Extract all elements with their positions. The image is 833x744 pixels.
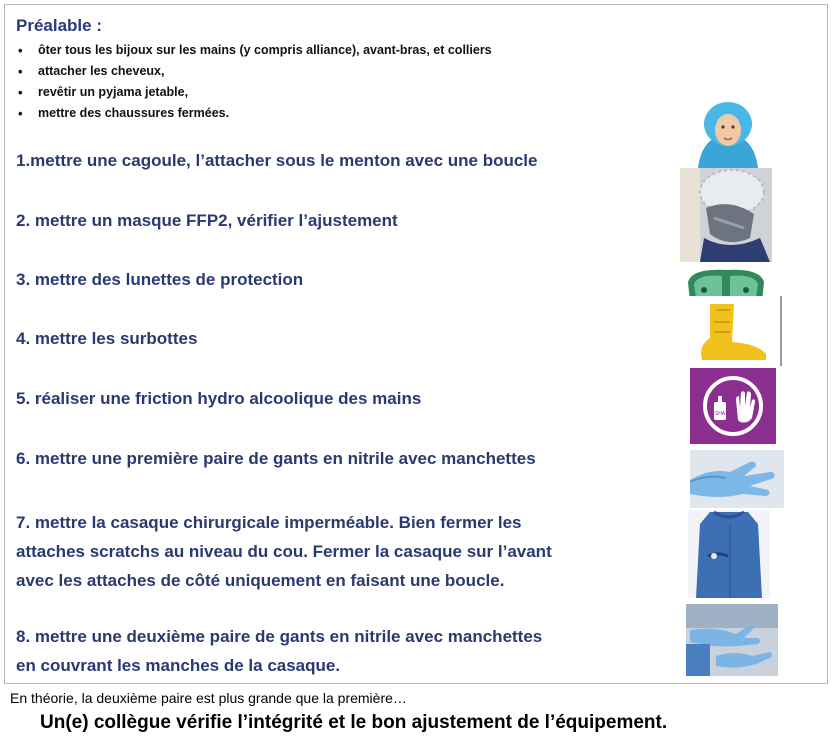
prealable-title: Préalable : [16,16,102,35]
step-line: 1.mettre une cagoule, l’attacher sous le menton avec une boucle [16,151,538,170]
footer-note: En théorie, la deuxième paire est plus grande que la première… [10,690,407,706]
hand-rub-icon [690,368,776,444]
step-5 [16,384,421,413]
step-3 [16,265,303,294]
step-4 [16,324,197,353]
step-7 [16,508,552,595]
step-line: 4. mettre les surbottes [16,329,198,348]
list-item: • attacher les cheveux, [18,61,492,82]
step-line: 8. mettre une deuxième paire de gants en nitrile avec manchettes [16,627,543,646]
prealable-list [18,40,492,124]
step-line: 7. mettre la casaque chirurgicale imperméable. Bien fermer les [16,513,522,532]
overshoes-photo-icon [686,296,782,366]
step-line: 3. mettre des lunettes de protection [16,270,304,289]
list-item: • mettre des chaussures fermées. [18,103,492,124]
nitrile-glove-photo-icon [690,450,784,508]
step-1 [16,146,538,175]
step-line: 2. mettre un masque FFP2, vérifier l’ajustement [16,211,398,230]
hood-photo-icon [688,96,768,168]
step-line: en couvrant les manches de la casaque. [16,656,341,675]
step-line: avec les attaches de côté uniquement en faisant une boucle. [16,571,505,590]
gown-photo-icon [688,510,770,598]
step-2 [16,206,398,235]
second-gloves-photo-icon [686,604,778,676]
sha-label: SHA [714,411,726,417]
step-line: 5. réaliser une friction hydro alcoolique des mains [16,389,422,408]
step-line: attaches scratchs au niveau du cou. Fermer la casaque sur l’avant [16,542,552,561]
step-8 [16,622,542,680]
footer-check: Un(e) collègue vérifie l’intégrité et le bon ajustement de l’équipement. [40,712,668,733]
list-item: • ôter tous les bijoux sur les mains (y compris alliance), avant-bras, et colliers [18,40,492,61]
step-6 [16,444,536,473]
list-item: • revêtir un pyjama jetable, [18,82,492,103]
ffp2-mask-photo-icon [680,168,772,262]
step-line: 6. mettre une première paire de gants en nitrile avec manchettes [16,449,536,468]
